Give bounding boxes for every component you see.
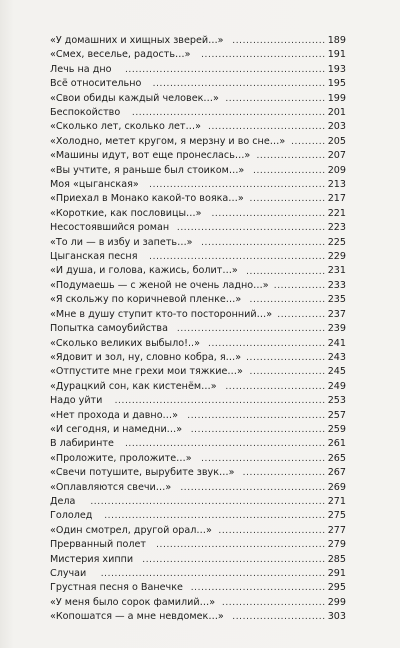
toc-entry-title: «И душа, и голова, кажись, болит…» [50,265,238,277]
dot-leader: ................................................................ [104,511,326,522]
toc-entry-title: Моя «цыганская» [50,179,139,191]
dot-leader: ............................. [225,93,326,104]
table-of-contents [50,34,346,625]
toc-entry-title: «Сколько лет, сколько лет…» [50,121,201,133]
toc-entry [50,409,346,423]
toc-entry-page-number: 243 [327,351,346,363]
toc-entry-title: «Ядовит и зол, ну, словно кобра, я…» [50,351,242,363]
toc-entry-page-number: 291 [327,568,346,580]
dot-leader: ................................. [211,208,326,219]
toc-entry [50,394,346,408]
toc-entry-page-number: 229 [327,251,346,263]
toc-entry-title: «Дурацкий сон, как кистенём…» [50,380,217,392]
toc-entry-page-number: 265 [327,452,346,464]
toc-entry [50,581,346,595]
toc-entry-title: «Смех, веселье, радость…» [50,49,191,61]
toc-entry [50,509,346,523]
dot-leader: ............... [273,280,326,291]
dot-leader: ............................................................. [114,396,326,407]
toc-entry [50,365,346,379]
dot-leader: ........................... [232,612,326,623]
toc-entry-title: «То ли — в избу и запеть…» [50,236,193,248]
toc-entry [50,120,346,134]
toc-entry-page-number: 253 [327,395,346,407]
toc-entry-title: «У домашних и хищных зверей…» [50,34,224,46]
dot-leader: ................................................... [149,252,326,263]
dot-leader: ..................... [253,165,326,176]
toc-entry-title: Надо уйти [50,395,103,407]
toc-entry-page-number: 209 [327,164,346,176]
toc-entry-page-number: 231 [327,265,346,277]
dot-leader: .................................. [208,338,326,349]
dot-leader: .............. [277,309,326,320]
toc-entry [50,48,346,62]
toc-entry [50,34,346,48]
toc-entry [50,337,346,351]
toc-entry [50,250,346,264]
toc-entry [50,164,346,178]
toc-entry-page-number: 267 [327,467,346,479]
toc-entry-title: Беспокойство [50,107,121,119]
toc-entry [50,524,346,538]
toc-entry-title: Лечь на дно [50,63,112,75]
toc-entry-page-number: 207 [327,150,346,162]
dot-leader: .......................................................... [124,64,326,75]
toc-entry [50,265,346,279]
toc-entry [50,77,346,91]
dot-leader: .............................. [221,597,326,608]
toc-entry-page-number: 279 [327,539,346,551]
toc-entry [50,92,346,106]
dot-leader: ........................ [242,468,326,479]
toc-entry-page-number: 217 [327,193,346,205]
toc-entry-page-number: 245 [327,366,346,378]
toc-entry-page-number: 249 [327,380,346,392]
toc-entry-title: «И сегодня, и намедни…» [50,423,183,435]
toc-entry-title: «Приехал в Монако какой-то вояка…» [50,193,244,205]
toc-entry-page-number: 191 [327,49,346,61]
toc-entry [50,63,346,77]
toc-entry-title: «Один смотрел, другой орал…» [50,524,212,536]
toc-entry [50,452,346,466]
toc-entry [50,207,346,221]
toc-entry-title: Попытка самоубийства [50,323,168,335]
toc-entry-page-number: 285 [327,553,346,565]
dot-leader: ...................... [249,295,326,306]
toc-entry-page-number: 213 [327,179,346,191]
dot-leader: ....................... [246,266,326,277]
dot-leader: ...................... [249,194,326,205]
dot-leader: ............................... [218,525,326,536]
toc-entry [50,106,346,120]
dot-leader: .................... [256,151,326,162]
toc-entry-page-number: 299 [327,596,346,608]
toc-entry-page-number: 195 [327,78,346,90]
dot-leader: ....................................... [190,424,326,435]
dot-leader: ........................... [232,36,326,46]
dot-leader: .......................................... [180,482,326,493]
toc-entry-page-number: 225 [327,236,346,248]
toc-entry [50,481,346,495]
toc-entry [50,221,346,235]
toc-entry-title: «Свечи потушите, вырубите звук…» [50,467,235,479]
dot-leader: ....................................... [190,583,326,594]
toc-entry-page-number: 203 [327,121,346,133]
toc-entry-title: «Машины идут, вот еще пронеслась…» [50,150,251,162]
toc-entry [50,192,346,206]
dot-leader: ................................................................. [100,569,326,580]
toc-entry-title: Случаи [50,568,87,580]
dot-leader: .................................... [201,453,326,464]
dot-leader: ........................................ [187,410,326,421]
toc-entry [50,567,346,581]
dot-leader: .......................................................... [124,439,326,450]
toc-entry-page-number: 261 [327,438,346,450]
dot-leader: .................................. [208,122,326,133]
toc-entry-page-number: 201 [327,107,346,119]
toc-entry-title: «Сколько великих выбыло!..» [50,337,200,349]
toc-entry-page-number: 193 [327,63,346,75]
toc-entry-title: «Мне в душу ступит кто-то посторонний…» [50,308,273,320]
toc-entry-page-number: 205 [327,135,346,147]
toc-entry-title: Дела [50,495,76,507]
toc-entry-title: Цыганская песня [50,251,138,263]
toc-entry-title: «Подумаешь — с женой не очень ладно…» [50,279,269,291]
toc-entry-page-number: 303 [327,611,346,623]
toc-entry [50,135,346,149]
toc-entry [50,423,346,437]
toc-entry-title: «Копошатся — а мне невдомек…» [50,611,224,623]
dot-leader: .................................... [201,237,326,248]
toc-entry [50,495,346,509]
dot-leader: ................................................. [156,540,326,551]
toc-entry-title: «Отпустите мне грехи мои тяжкие…» [50,366,243,378]
toc-entry-title: «Я скольжу по коричневой пленке…» [50,294,242,306]
toc-entry [50,322,346,336]
toc-entry [50,279,346,293]
toc-entry [50,149,346,163]
toc-entry-title: «Свои обиды каждый человек…» [50,92,219,104]
dot-leader: .................................................................... [90,497,326,507]
toc-entry-page-number: 257 [327,409,346,421]
dot-leader: ..................................................... [142,554,326,565]
toc-entry-title: Несостоявшийся роман [50,222,170,234]
toc-entry [50,178,346,192]
toc-entry-title: Мистерия хиппи [50,553,134,565]
toc-entry-title: Всё относительно [50,78,142,90]
toc-entry-page-number: 233 [327,279,346,291]
dot-leader: ........................................... [176,324,326,335]
toc-entry-title: «Нет прохода и давно…» [50,409,179,421]
toc-entry-title: «Проложите, проложите…» [50,452,192,464]
toc-entry-page-number: 277 [327,524,346,536]
toc-entry-title: Грустная песня о Ванечке [50,582,183,594]
toc-entry-title: «У меня было сорок фамилий…» [50,596,216,608]
toc-entry-title: В лабиринте [50,438,114,450]
toc-entry [50,538,346,552]
toc-entry-title: «Вы учтите, я раньше был стоиком…» [50,164,245,176]
toc-entry-page-number: 275 [327,510,346,522]
toc-entry-page-number: 259 [327,423,346,435]
dot-leader: ....................... [246,352,326,363]
toc-entry-title: Гололед [50,510,93,522]
dot-leader: ................................................... [149,180,326,191]
toc-entry-page-number: 269 [327,481,346,493]
dot-leader: .................................... [201,50,326,61]
toc-entry-page-number: 235 [327,294,346,306]
toc-entry-title: «Холодно, метет кругом, я мерзну и во сне…» [50,135,286,147]
toc-entry [50,610,346,624]
dot-leader: ...................... [249,367,326,378]
toc-entry-title: «Короткие, как пословицы…» [50,207,202,219]
toc-entry-title: «Оплавляются свечи…» [50,481,172,493]
toc-entry-page-number: 295 [327,582,346,594]
toc-entry-page-number: 239 [327,323,346,335]
toc-entry [50,380,346,394]
toc-entry [50,236,346,250]
dot-leader: ............................. [225,381,326,392]
toc-entry [50,437,346,451]
dot-leader: ........................................................ [131,108,326,119]
dot-leader: .......... [291,136,326,147]
toc-entry-page-number: 223 [327,222,346,234]
toc-entry [50,596,346,610]
toc-entry [50,466,346,480]
toc-entry [50,293,346,307]
dot-leader: ........................................... [176,223,326,234]
toc-entry-page-number: 221 [327,207,346,219]
toc-entry-page-number: 241 [327,337,346,349]
toc-entry-page-number: 237 [327,308,346,320]
toc-entry-page-number: 271 [327,495,346,507]
toc-entry-page-number: 189 [327,34,346,46]
toc-entry [50,308,346,322]
dot-leader: .................................................. [152,79,326,90]
toc-entry [50,351,346,365]
toc-entry-page-number: 199 [327,92,346,104]
toc-entry-title: Прерванный полет [50,539,146,551]
toc-entry [50,553,346,567]
